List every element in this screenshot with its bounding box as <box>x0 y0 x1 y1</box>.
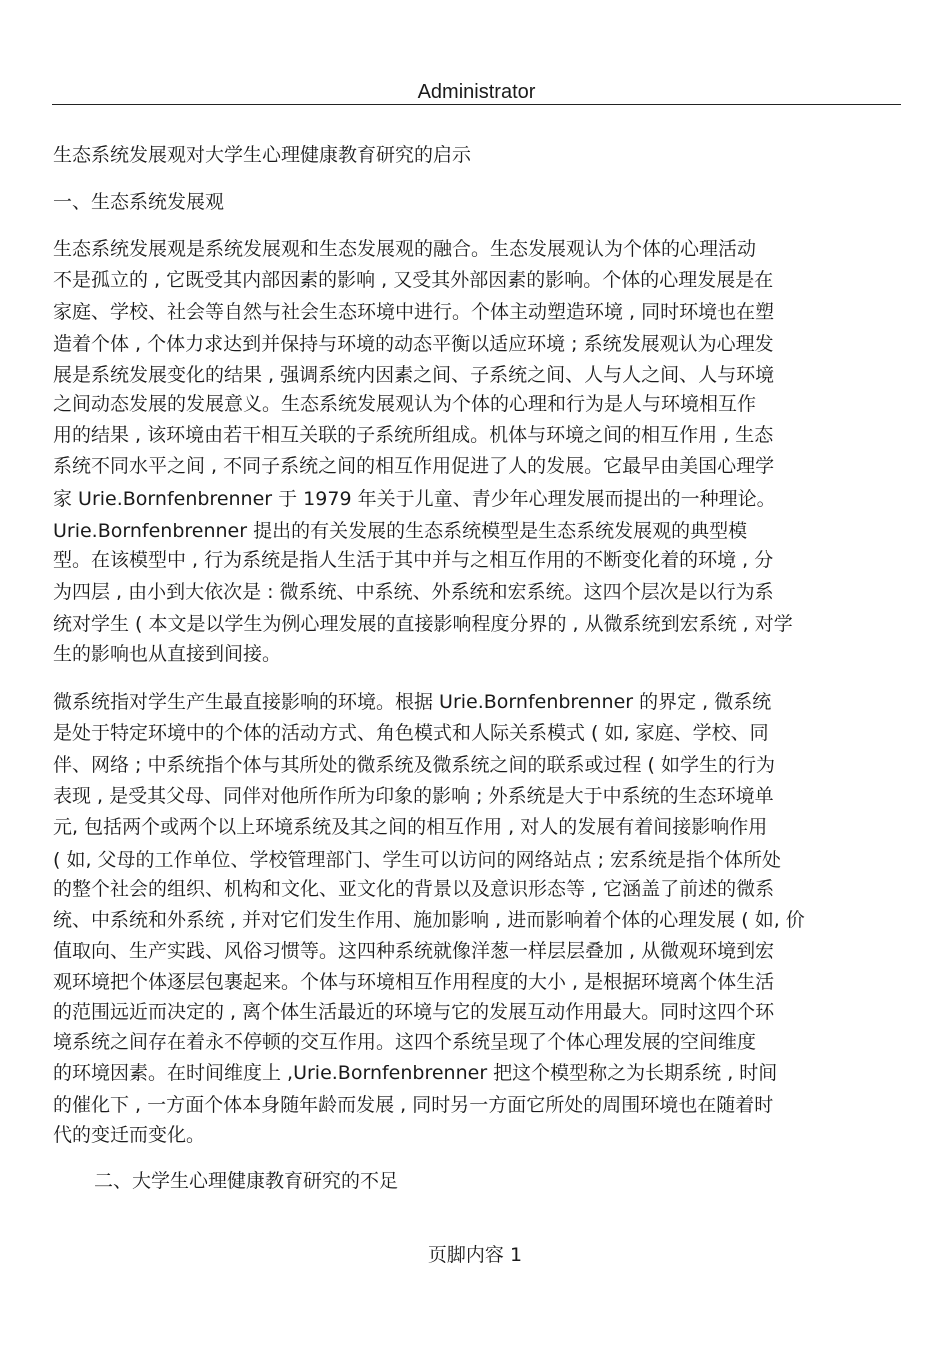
page-footer: 页脚内容 1 <box>427 1244 523 1266</box>
paragraph-line: 值取向、生产实践、风俗习惯等。这四种系统就像洋葱一样层层叠加 , 从微观环境到宏 <box>53 940 775 962</box>
header-divider <box>52 104 901 105</box>
paragraph-line: 统对学生 ( 本文是以学生为例心理发展的直接影响程度分界的 , 从微系统到宏系统 , 对学 <box>53 613 793 635</box>
paragraph-line: 的整个社会的组织、机构和文化、亚文化的背景以及意识形态等 , 它涵盖了前述的微系 <box>53 878 775 900</box>
paragraph-line: 境系统之间存在着永不停顿的交互作用。这四个系统呈现了个体心理发展的空间维度 <box>53 1031 757 1053</box>
paragraph-line: 不是孤立的 , 它既受其内部因素的影响 , 又受其外部因素的影响。个体的心理发展是在 <box>53 269 774 291</box>
paragraph-line: 的环境因素。在时间维度上 ,Urie.Bornfenbrenner 把这个模型称之为长期系统 , 时间 <box>53 1062 778 1084</box>
paragraph-line: ( 如, 父母的工作单位、学校管理部门、学生可以访问的网络站点 ; 宏系统是指个体所处 <box>53 849 782 871</box>
section-heading-1: 一、生态系统发展观 <box>53 191 225 213</box>
paragraph-line: 用的结果 , 该环境由若干相互关联的子系统所组成。机体与环境之间的相互作用 , 生态 <box>53 424 774 446</box>
paragraph-line: 的范围远近而决定的 , 离个体生活最近的环境与它的发展互动作用最大。同时这四个环 <box>53 1001 775 1023</box>
paragraph-line: 为四层 , 由小到大依次是 : 微系统、中系统、外系统和宏系统。这四个层次是以行为系 <box>53 581 774 603</box>
paragraph-line: 家庭、学校、社会等自然与社会生态环境中进行。个体主动塑造环境 , 同时环境也在塑 <box>53 301 775 323</box>
paragraph-line: 之间动态发展的发展意义。生态系统发展观认为个体的心理和行为是人与环境相互作 <box>53 393 757 415</box>
paragraph-line: 表现 , 是受其父母、同伴对他所作所为印象的影响 ; 外系统是大于中系统的生态环境单 <box>53 785 774 807</box>
paragraph-line: 统、中系统和外系统 , 并对它们发生作用、施加影响 , 进而影响着个体的心理发展 ( 如, 价 <box>53 909 805 931</box>
paragraph-line: 造着个体 , 个体力求达到并保持与环境的动态平衡以适应环境 ; 系统发展观认为心理发 <box>53 333 774 355</box>
paragraph-line: 的催化下 , 一方面个体本身随年龄而发展 , 同时另一方面它所处的周围环境也在随着时 <box>53 1094 774 1116</box>
paragraph-line: 元, 包括两个或两个以上环境系统及其之间的相互作用 , 对人的发展有着间接影响作用 <box>53 816 768 838</box>
document-title: 生态系统发展观对大学生心理健康教育研究的启示 <box>53 144 472 166</box>
paragraph-line: 伴、网络 ; 中系统指个体与其所处的微系统及微系统之间的联系或过程 ( 如学生的行为 <box>53 754 775 776</box>
page-header: Administrator <box>417 81 536 103</box>
paragraph-line: 系统不同水平之间 , 不同子系统之间的相互作用促进了人的发展。它最早由美国心理学 <box>53 455 775 477</box>
paragraph-line: 是处于特定环境中的个体的活动方式、角色模式和人际关系模式 ( 如, 家庭、学校、同 <box>53 722 769 744</box>
paragraph-line: 展是系统发展变化的结果 , 强调系统内因素之间、子系统之间、人与人之间、人与环境 <box>53 364 775 386</box>
section-heading-2: 二、大学生心理健康教育研究的不足 <box>94 1170 399 1192</box>
paragraph-line: Urie.Bornfenbrenner 提出的有关发展的生态系统模型是生态系统发展观的典型模 <box>53 520 748 542</box>
paragraph-line: 微系统指对学生产生最直接影响的环境。根据 Urie.Bornfenbrenner 的界定 , 微系统 <box>53 691 772 713</box>
paragraph-line: 代的变迁而变化。 <box>53 1124 206 1146</box>
paragraph-line: 生的影响也从直接到间接。 <box>53 643 282 665</box>
paragraph-line: 观环境把个体逐层包裹起来。个体与环境相互作用程度的大小 , 是根据环境离个体生活 <box>53 971 775 993</box>
paragraph-line: 生态系统发展观是系统发展观和生态发展观的融合。生态发展观认为个体的心理活动 <box>53 238 757 260</box>
paragraph-line: 家 Urie.Bornfenbrenner 于 1979 年关于儿童、青少年心理发展而提出的一种理论。 <box>53 488 776 510</box>
paragraph-line: 型。在该模型中 , 行为系统是指人生活于其中并与之相互作用的不断变化着的环境 , 分 <box>53 549 774 571</box>
